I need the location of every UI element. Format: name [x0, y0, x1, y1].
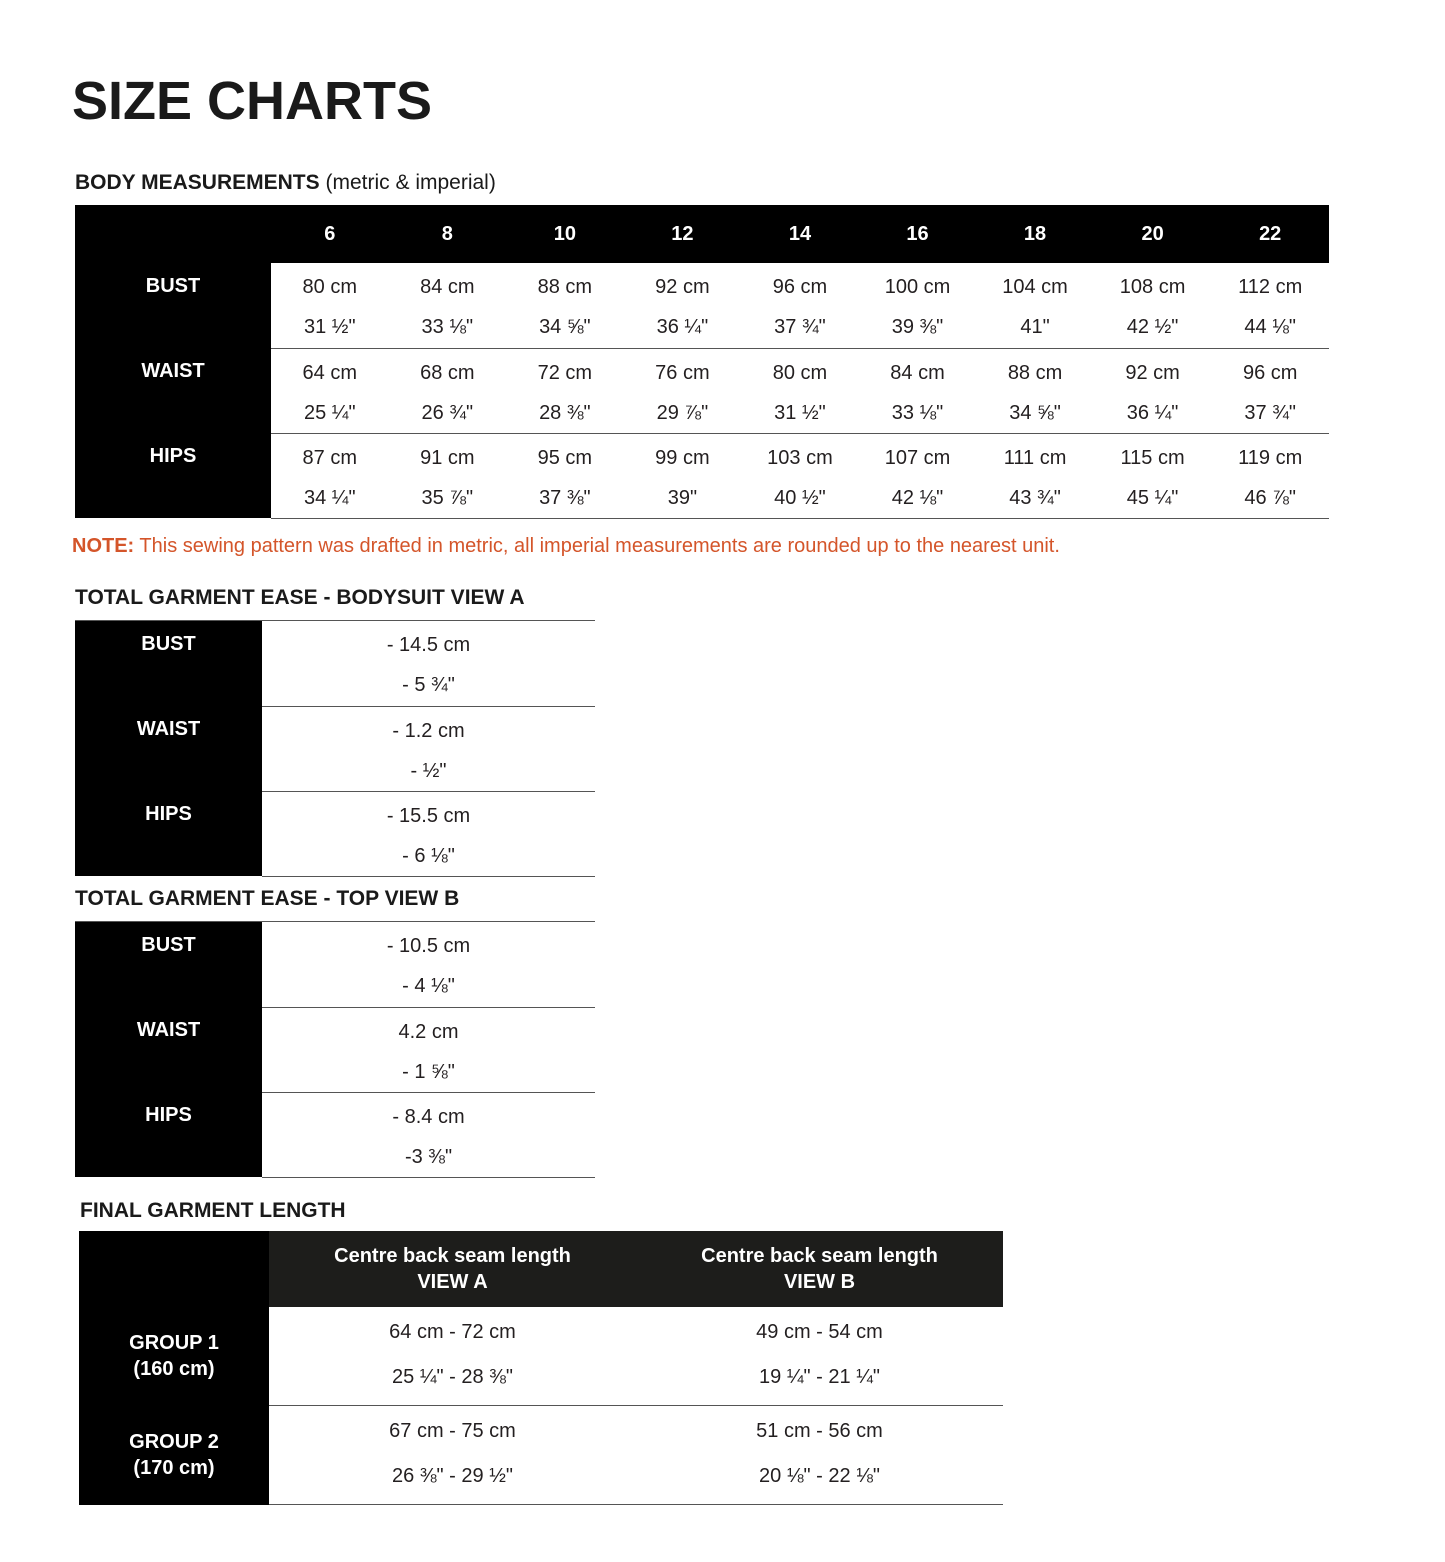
row-label-group-1 — [79, 1307, 269, 1406]
imperial-value: 34 ⅝" — [539, 316, 591, 338]
note-text: This sewing pattern was drafted in metric, all imperial measurements are rounded up to the nearest unit. — [139, 535, 1060, 557]
imperial-value: - 1 ⅝" — [402, 1060, 455, 1083]
column-header-line: Centre back seam length — [701, 1245, 938, 1267]
length-header-row — [79, 1231, 1003, 1307]
row-label-waist: WAIST — [75, 348, 271, 433]
ease-top-table — [75, 921, 595, 1178]
imperial-value: 37 ⅜" — [539, 486, 591, 509]
imperial-value: 26 ⅜" - 29 ½" — [392, 1465, 513, 1487]
row-label-waist: WAIST — [75, 706, 262, 791]
measurement-cell — [506, 433, 624, 518]
imperial-value: 37 ¾" — [774, 316, 826, 338]
measurement-cell — [389, 433, 507, 518]
measurement-cell — [624, 263, 742, 348]
metric-value: 92 cm — [655, 276, 710, 298]
metric-value: 80 cm — [772, 361, 828, 384]
measurement-cell — [976, 348, 1094, 433]
measurement-cell — [1211, 348, 1329, 433]
length-cell-view-b — [636, 1307, 1003, 1406]
measurement-cell — [741, 348, 859, 433]
metric-value: 96 cm — [1242, 361, 1298, 384]
ease-cell — [262, 791, 595, 876]
metric-value: 95 cm — [537, 446, 593, 469]
imperial-value: 33 ⅛" — [421, 316, 474, 338]
group-height: (160 cm) — [133, 1358, 215, 1381]
ease-row-waist — [75, 1007, 595, 1092]
imperial-value: 34 ¼" — [303, 486, 356, 509]
column-header-view: VIEW A — [417, 1271, 488, 1293]
metric-note — [72, 532, 1060, 560]
length-cell-view-a — [269, 1406, 636, 1505]
length-cell-view-a — [269, 1307, 636, 1406]
metric-value: 92 cm — [1125, 361, 1180, 384]
ease-row-waist — [75, 706, 595, 791]
measurement-cell — [271, 433, 389, 518]
measurement-cell — [976, 263, 1094, 348]
ease-cell — [262, 621, 595, 707]
length-cell-view-b — [636, 1406, 1003, 1505]
measurement-cell — [506, 263, 624, 348]
measurement-cell — [271, 348, 389, 433]
imperial-value: 42 ⅛" — [891, 486, 944, 509]
ease-cell — [262, 922, 595, 1008]
imperial-value: 42 ½" — [1126, 316, 1179, 338]
header-corner-cell — [75, 205, 271, 263]
page-title: SIZE CHARTS — [72, 71, 433, 131]
measurement-cell — [1211, 433, 1329, 518]
imperial-value: 37 ¾" — [1244, 401, 1296, 424]
size-header: 6 — [271, 205, 389, 263]
row-label-hips: HIPS — [75, 433, 271, 518]
bust-row — [75, 263, 1329, 348]
hips-row — [75, 433, 1329, 518]
metric-value: 108 cm — [1119, 276, 1186, 298]
measurement-cell — [389, 263, 507, 348]
group-label: GROUP 1 — [129, 1332, 219, 1355]
size-header: 14 — [741, 205, 859, 263]
column-header-line: Centre back seam length — [334, 1245, 571, 1267]
metric-value: - 14.5 cm — [386, 634, 471, 656]
imperial-value: 44 ⅛" — [1244, 316, 1296, 338]
imperial-value: 39 ⅜" — [891, 316, 944, 338]
metric-value: 64 cm — [302, 361, 357, 384]
measurement-cell — [976, 433, 1094, 518]
imperial-value: 43 ¾" — [1009, 486, 1061, 509]
body-measurements-heading-text: BODY MEASUREMENTS — [75, 171, 320, 194]
imperial-value: 31 ½" — [774, 401, 826, 424]
metric-value: 107 cm — [884, 446, 951, 469]
size-header: 10 — [506, 205, 624, 263]
measurement-cell — [1094, 433, 1212, 518]
final-length-table — [79, 1231, 1003, 1505]
size-header: 12 — [624, 205, 742, 263]
size-header-row — [75, 205, 1329, 263]
ease-b-heading: TOTAL GARMENT EASE - TOP VIEW B — [75, 887, 460, 910]
metric-value: 80 cm — [302, 276, 357, 298]
imperial-value: 34 ⅝" — [1009, 401, 1061, 424]
measurement-cell — [859, 348, 977, 433]
ease-cell — [262, 706, 595, 791]
imperial-value: - 4 ⅛" — [402, 975, 455, 997]
metric-value: 99 cm — [655, 446, 710, 469]
metric-value: 100 cm — [884, 276, 951, 298]
imperial-value: 25 ¼" - 28 ⅜" — [392, 1366, 513, 1388]
measurement-cell — [506, 348, 624, 433]
measurement-cell — [859, 263, 977, 348]
metric-value: 84 cm — [420, 276, 475, 298]
imperial-value: 26 ¾" — [421, 401, 474, 424]
ease-row-hips — [75, 791, 595, 876]
metric-value: - 8.4 cm — [392, 1105, 465, 1128]
ease-bodysuit-table — [75, 620, 595, 877]
imperial-value: 41" — [1020, 316, 1050, 338]
measurement-cell — [741, 263, 859, 348]
imperial-value: 29 ⅞" — [656, 401, 709, 424]
size-header: 16 — [859, 205, 977, 263]
measurement-cell — [389, 348, 507, 433]
imperial-value: 46 ⅞" — [1244, 486, 1296, 509]
metric-value: 4.2 cm — [398, 1020, 459, 1043]
imperial-value: 45 ¼" — [1126, 486, 1179, 509]
metric-value: - 1.2 cm — [392, 719, 465, 742]
imperial-value: 40 ½" — [774, 486, 826, 509]
metric-value: 84 cm — [890, 361, 945, 384]
imperial-value: 36 ¼" — [1126, 401, 1179, 424]
imperial-value: 25 ¼" — [303, 401, 356, 424]
imperial-value: 36 ¼" — [656, 316, 709, 338]
column-header-view-a — [269, 1231, 636, 1307]
metric-value: 87 cm — [302, 446, 357, 469]
metric-value: 115 cm — [1120, 446, 1185, 469]
imperial-value: 39" — [667, 486, 698, 509]
metric-value: 49 cm - 54 cm — [756, 1321, 883, 1343]
ease-row-hips — [75, 1092, 595, 1177]
row-label-waist: WAIST — [75, 1007, 262, 1092]
metric-value: 119 cm — [1238, 446, 1303, 469]
group-label: GROUP 2 — [129, 1431, 219, 1453]
size-header: 20 — [1094, 205, 1212, 263]
metric-value: 88 cm — [537, 276, 593, 298]
body-measurements-subheading: (metric & imperial) — [325, 171, 496, 194]
ease-row-bust — [75, 621, 595, 707]
final-length-heading: FINAL GARMENT LENGTH — [80, 1199, 346, 1222]
metric-value: 112 cm — [1238, 276, 1303, 298]
size-header: 8 — [389, 205, 507, 263]
measurement-cell — [1094, 348, 1212, 433]
measurement-cell — [271, 263, 389, 348]
column-header-view-b — [636, 1231, 1003, 1307]
ease-cell — [262, 1007, 595, 1092]
metric-value: 103 cm — [767, 446, 833, 469]
imperial-value: 28 ⅜" — [539, 401, 591, 424]
metric-value: 88 cm — [1007, 361, 1063, 384]
metric-value: 67 cm - 75 cm — [389, 1420, 516, 1442]
size-header: 22 — [1211, 205, 1329, 263]
metric-value: 91 cm — [420, 446, 475, 469]
imperial-value: -3 ⅜" — [404, 1145, 453, 1168]
ease-row-bust — [75, 922, 595, 1008]
imperial-value: 19 ¼" - 21 ¼" — [759, 1366, 880, 1388]
imperial-value: 20 ⅛" - 22 ⅛" — [759, 1465, 880, 1487]
measurement-cell — [624, 433, 742, 518]
metric-value: 72 cm — [537, 361, 593, 384]
imperial-value: 31 ½" — [303, 316, 356, 338]
metric-value: - 15.5 cm — [386, 804, 471, 827]
body-measurements-heading — [75, 170, 496, 196]
measurement-cell — [859, 433, 977, 518]
row-label-bust: BUST — [75, 922, 262, 1008]
measurement-cell — [1094, 263, 1212, 348]
metric-value: 51 cm - 56 cm — [756, 1420, 883, 1442]
metric-value: 76 cm — [655, 361, 710, 384]
row-label-hips: HIPS — [75, 791, 262, 876]
imperial-value: - 5 ¾" — [402, 674, 455, 696]
measurement-cell — [624, 348, 742, 433]
row-label-bust: BUST — [75, 263, 271, 348]
row-label-bust: BUST — [75, 621, 262, 707]
body-measurements-table — [75, 205, 1329, 519]
waist-row — [75, 348, 1329, 433]
imperial-value: 35 ⅞" — [421, 486, 474, 509]
group-height: (170 cm) — [133, 1457, 215, 1479]
imperial-value: - ½" — [410, 759, 447, 782]
ease-cell — [262, 1092, 595, 1177]
header-corner-cell — [79, 1231, 269, 1307]
metric-value: - 10.5 cm — [386, 935, 471, 957]
note-label: NOTE: — [72, 535, 135, 557]
metric-value: 64 cm - 72 cm — [389, 1321, 516, 1343]
metric-value: 111 cm — [1003, 446, 1067, 469]
imperial-value: 33 ⅛" — [891, 401, 944, 424]
column-header-view: VIEW B — [783, 1271, 856, 1293]
row-label-hips: HIPS — [75, 1092, 262, 1177]
metric-value: 96 cm — [772, 276, 828, 298]
imperial-value: - 6 ⅛" — [402, 844, 455, 867]
metric-value: 104 cm — [1002, 276, 1068, 298]
ease-a-heading: TOTAL GARMENT EASE - BODYSUIT VIEW A — [75, 586, 525, 609]
row-label-group-2 — [79, 1406, 269, 1505]
measurement-cell — [1211, 263, 1329, 348]
group-2-row — [79, 1406, 1003, 1505]
size-header: 18 — [976, 205, 1094, 263]
measurement-cell — [741, 433, 859, 518]
group-1-row — [79, 1307, 1003, 1406]
metric-value: 68 cm — [420, 361, 475, 384]
